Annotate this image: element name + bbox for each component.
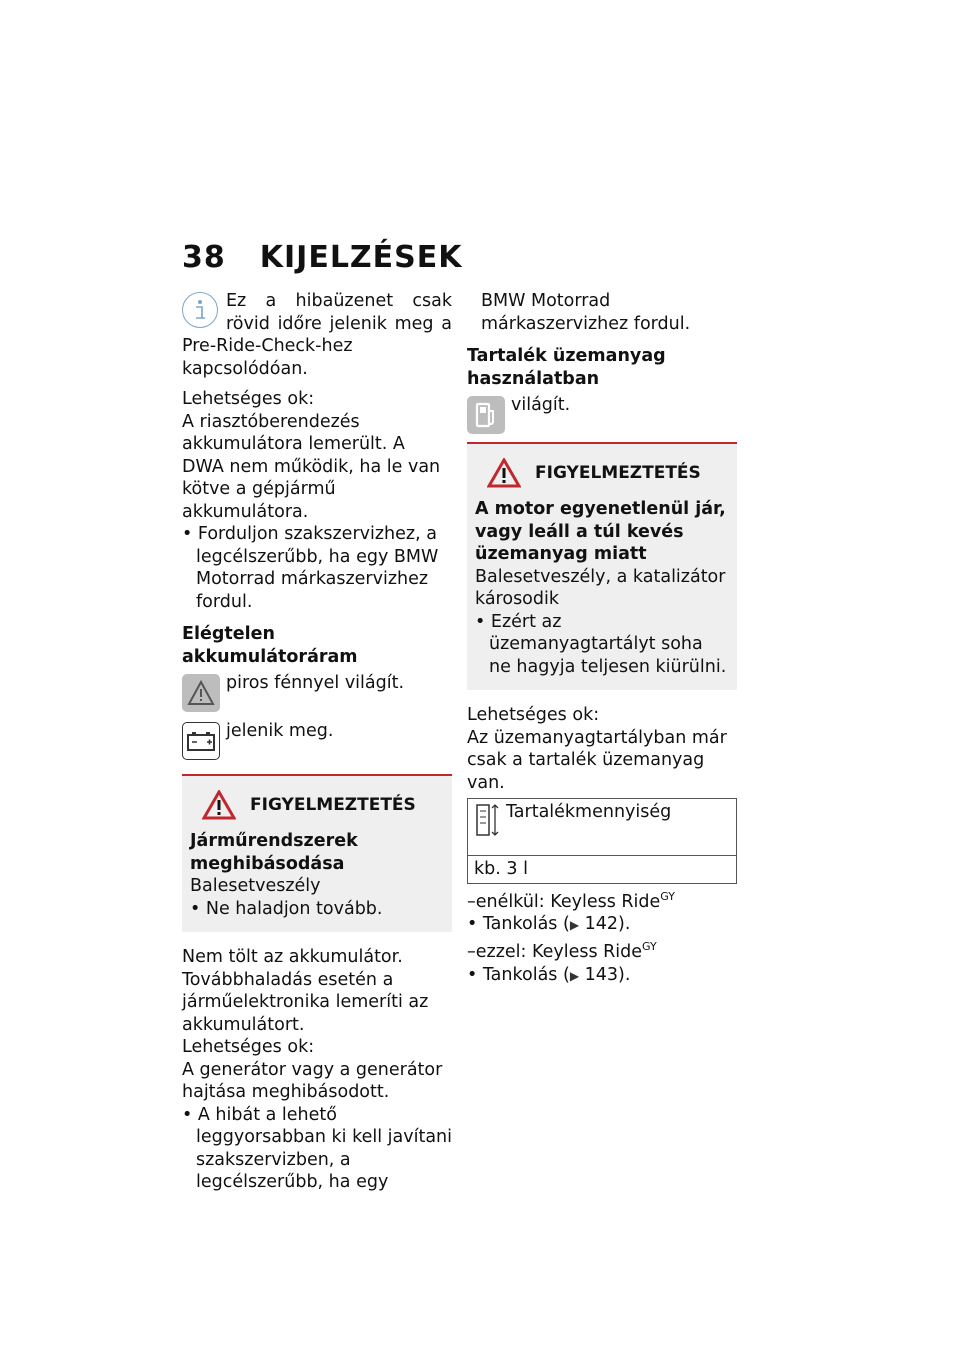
- warning-light-row: [182, 672, 452, 712]
- page-number: 38: [182, 240, 226, 275]
- page-ref-arrow-icon: ▶: [569, 968, 580, 983]
- warning-triangle-icon: [182, 674, 220, 712]
- battery-light-row: [182, 720, 452, 760]
- page-title: KIJELZÉSEK: [259, 240, 463, 275]
- warning-heading: Járműrendszerek meghibásodása: [190, 831, 358, 874]
- cause-text: A riasztóberendezés akkumulátora lemerült. A DWA nem működik, ha le van kötve a gépjármű akkumulátora.: [182, 411, 441, 522]
- warning-bullet: • Ezért az üzemanyagtartályt soha ne hagyja teljesen kiürülni.: [475, 611, 727, 677]
- reserve-table-header: Tartalékmennyiség: [468, 799, 737, 856]
- cause-text: A generátor vagy a generátor hajtása meghibásodott.: [182, 1059, 443, 1102]
- info-icon: [182, 292, 218, 328]
- warning-heading: A motor egyenetlenül jár, vagy leáll a túl kevés üzemanyag miatt: [475, 499, 726, 564]
- warning-triangle-icon: [487, 458, 521, 488]
- icon-text: jelenik meg.: [226, 721, 334, 741]
- variant-with: –ezzel: Keyless Ride$^{GY}$: [467, 940, 657, 963]
- variant-without: –enélkül: Keyless Ride$^{GY}$: [467, 889, 675, 912]
- reserve-table-value: kb. 3 l: [468, 856, 737, 884]
- possible-cause-label: Lehetséges ok:: [182, 1037, 315, 1057]
- warning-box: [182, 774, 452, 932]
- refuel-ref[interactable]: • Tankolás (▶ 142).: [467, 913, 631, 934]
- fuel-tank-icon: [474, 801, 500, 848]
- paragraph: Nem tölt az akkumulátor. Továbbhaladás esetén a járműelektronika lemeríti az akkumulátort.: [182, 947, 429, 1035]
- warning-box: [467, 442, 737, 690]
- warning-sub: Balesetveszély: [190, 876, 321, 896]
- battery-icon: [182, 722, 220, 760]
- reserve-table: [467, 798, 737, 884]
- right-column: [467, 290, 737, 987]
- left-column: [182, 290, 452, 1194]
- page-ref-arrow-icon: ▶: [569, 917, 580, 932]
- warning-title: FIGYELMEZTETÉS: [190, 790, 444, 820]
- section-heading: Tartalék üzemanyag használatban: [467, 346, 666, 389]
- warning-sub: Balesetveszély, a katalizátor károsodik: [475, 566, 726, 609]
- section-heading: Elégtelen akkumulátoráram: [182, 624, 358, 667]
- bullet-item: • Forduljon szakszervizhez, a legcélszerűbb, ha egy BMW Motorrad márkaszervizhez fordul.: [182, 524, 439, 612]
- continued-text: BMW Motorrad márkaszervizhez fordul.: [481, 291, 691, 334]
- warning-triangle-icon: [202, 790, 236, 820]
- fuel-pump-icon: [467, 396, 505, 434]
- warning-bullet: • Ne haladjon tovább.: [190, 898, 383, 919]
- refuel-ref[interactable]: • Tankolás (▶ 143).: [467, 964, 631, 985]
- info-text: Ez a hibaüzenet csak rövid időre jelenik meg a Pre-Ride-Check-hez kapcsolódóan.: [182, 291, 452, 379]
- bullet-item: • A hibát a lehető leggyorsabban ki kell javítani szakszervizben, a legcélszerűbb, ha egy: [182, 1104, 453, 1192]
- warning-title: FIGYELMEZTETÉS: [475, 458, 729, 488]
- possible-cause-label: Lehetséges ok:: [182, 389, 315, 409]
- fuel-light-row: [467, 394, 737, 434]
- icon-text: világít.: [511, 395, 571, 415]
- icon-text: piros fénnyel világít.: [226, 673, 405, 693]
- possible-cause-label: Lehetséges ok:: [467, 705, 600, 725]
- info-note: [182, 290, 452, 380]
- cause-text: Az üzemanyagtartályban már csak a tartalék üzemanyag van.: [467, 727, 727, 793]
- page-header: [182, 240, 463, 275]
